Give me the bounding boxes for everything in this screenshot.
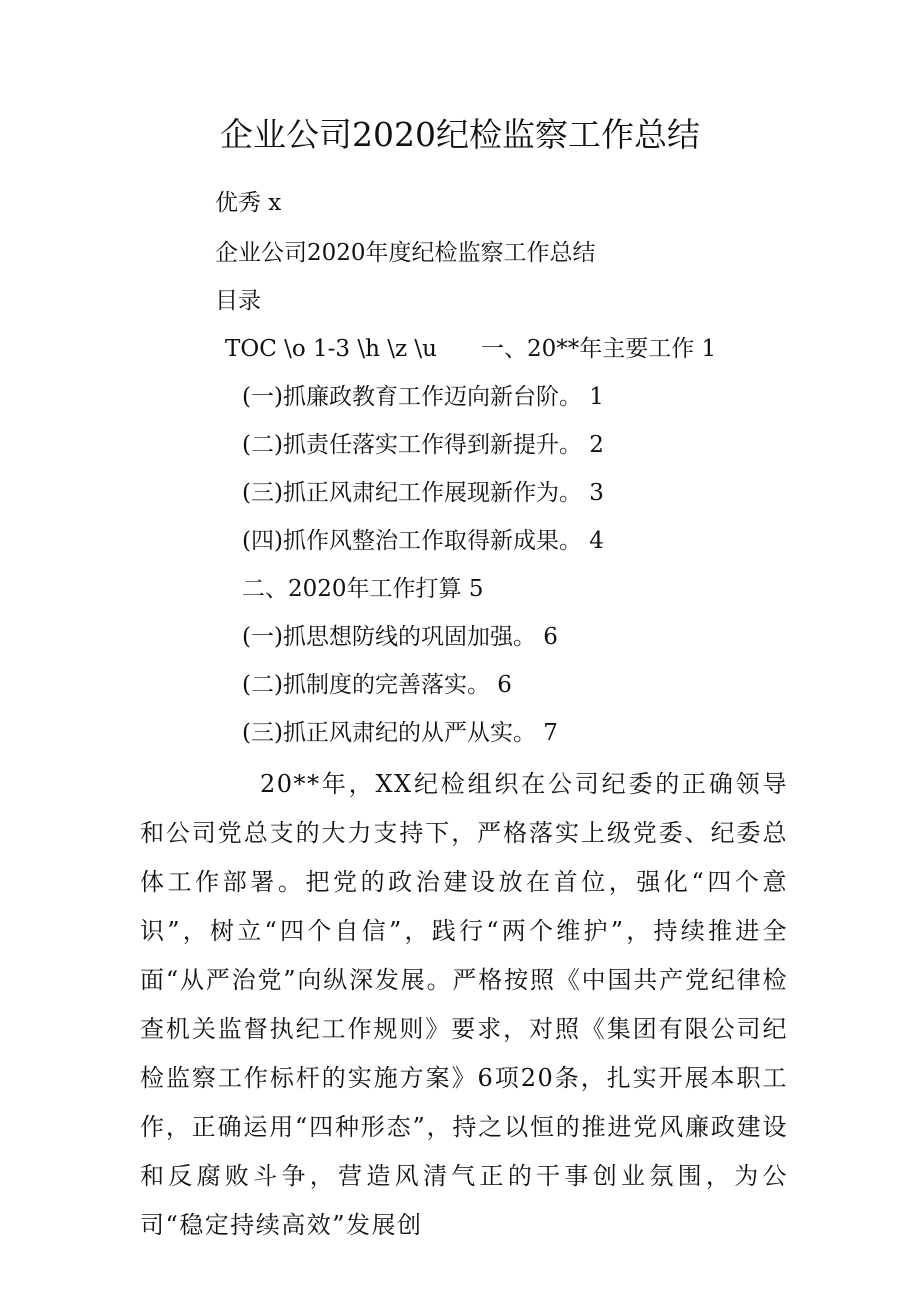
toc-label: 目录 [215,288,261,314]
toc-first-heading[interactable]: 一、20**年主要工作 1 [480,336,717,362]
toc-entry[interactable]: (一)抓廉政教育工作迈向新台阶。 1 [242,384,604,410]
subtitle-tag: 优秀 x [215,190,282,216]
toc-entry[interactable]: 二、2020年工作打算 5 [242,576,484,602]
toc-field-code: TOC \o 1-3 \h \z \u [225,336,437,362]
document-subtitle: 企业公司2020年度纪检监察工作总结 [215,240,596,266]
body-paragraph: 20**年，XX纪检组织在公司纪委的正确领导和公司党总支的大力支持下，严格落实上级党委、纪委总体工作部署。把党的政治建设放在首位，强化“四个意识”，树立“四个自信”，践行“两个维护”，持续推进全面“从严治党”向纵深发展。严格按照《中国共产党纪律检查机关监督执纪工作规则》要求，对照《集团有限公司纪检监察工作标杆的实施方案》6项20条，扎实开展本职工作，正确运用“四种形态”，持之以恒的推进党风廉政建设和反腐败斗争，营造风清气正的干事创业氛围，为公司“稳定持续高效”发展创 [140,770,788,1239]
toc-entry[interactable]: (三)抓正风肃纪工作展现新作为。 3 [242,480,604,506]
toc-entry[interactable]: (二)抓制度的完善落实。 6 [242,672,512,698]
toc-heading-line [225,333,716,365]
toc-entry[interactable]: (四)抓作风整治工作取得新成果。 4 [242,528,604,554]
toc-entry[interactable]: (三)抓正风肃纪的从严从实。 7 [242,720,558,746]
toc-entry[interactable]: (二)抓责任落实工作得到新提升。 2 [242,432,604,458]
document-title: 企业公司2020纪检监察工作总结 [220,115,700,154]
toc-entry[interactable]: (一)抓思想防线的巩固加强。 6 [242,624,558,650]
